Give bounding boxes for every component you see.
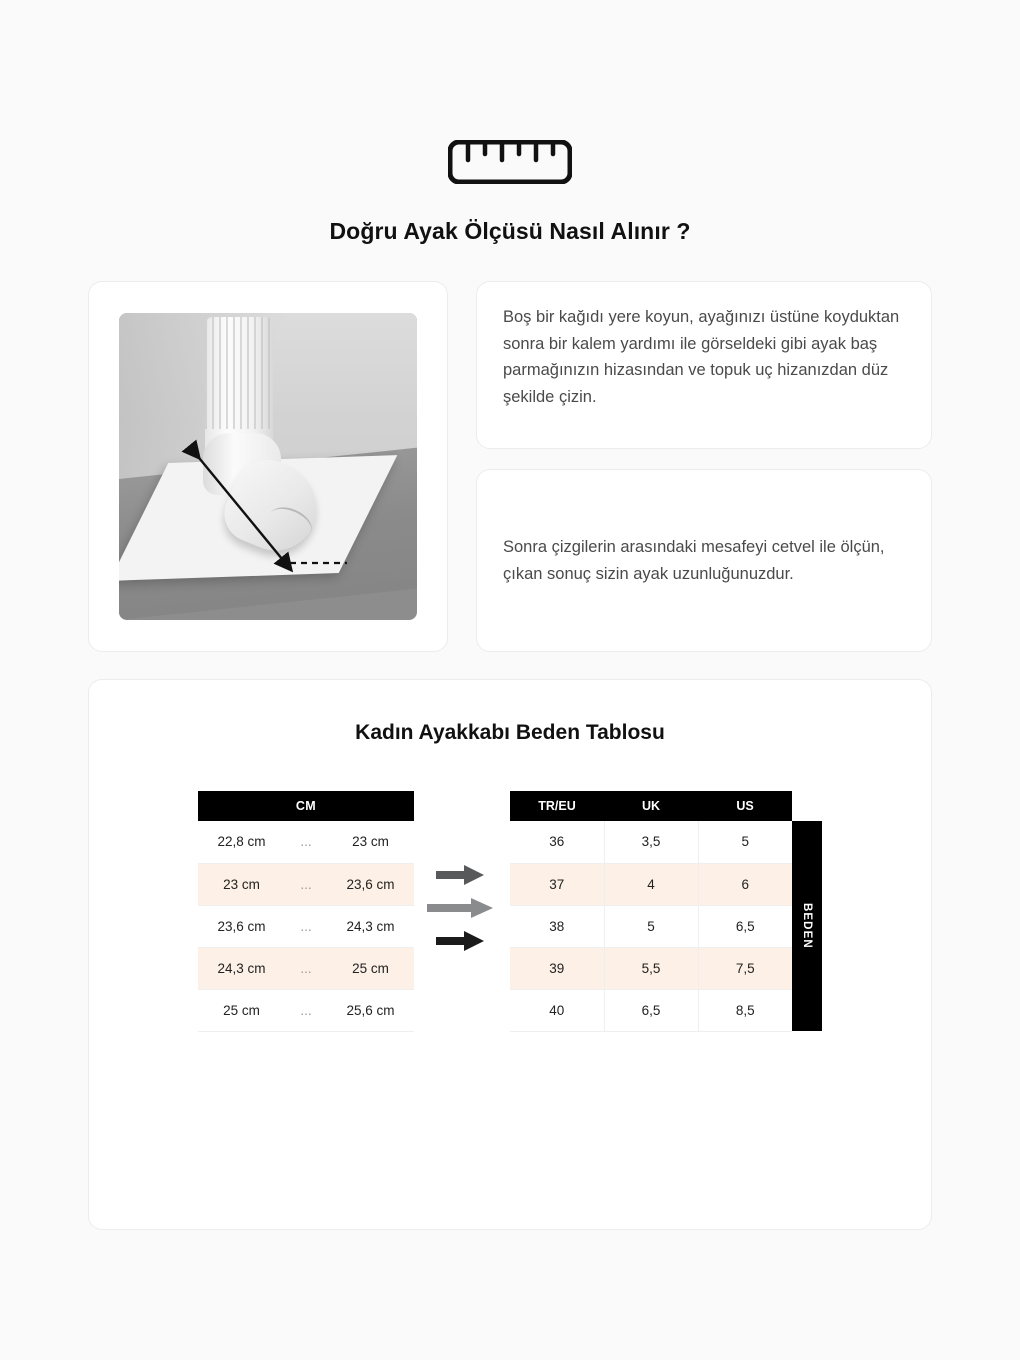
measurement-arrows-overlay xyxy=(119,313,417,620)
table-row xyxy=(510,905,792,947)
cm-low: 23,6 cm xyxy=(198,905,285,947)
cm-low: 25 cm xyxy=(198,989,285,1031)
photo-card xyxy=(88,281,448,652)
size-tr-eu: 39 xyxy=(510,947,604,989)
size-us: 8,5 xyxy=(698,989,792,1031)
table-row xyxy=(510,863,792,905)
size-tr-eu: 38 xyxy=(510,905,604,947)
size-uk: 6,5 xyxy=(604,989,698,1031)
cm-high: 25,6 cm xyxy=(327,989,414,1031)
arrow-right-icon xyxy=(436,865,488,885)
table-row xyxy=(198,947,414,989)
cm-low: 23 cm xyxy=(198,863,285,905)
size-table-header-us: US xyxy=(698,791,792,821)
size-uk: 3,5 xyxy=(604,821,698,863)
table-row xyxy=(198,989,414,1031)
instruction-text-column xyxy=(476,281,932,652)
table-row xyxy=(510,821,792,863)
size-us: 6,5 xyxy=(698,905,792,947)
cm-high: 23 cm xyxy=(327,821,414,863)
cm-high: 23,6 cm xyxy=(327,863,414,905)
cm-separator: ... xyxy=(285,989,327,1031)
size-uk: 4 xyxy=(604,863,698,905)
ruler-icon xyxy=(448,140,572,184)
cm-separator: ... xyxy=(285,905,327,947)
size-us: 5 xyxy=(698,821,792,863)
table-row xyxy=(510,989,792,1031)
arrow-right-icon xyxy=(436,931,488,951)
cm-high: 24,3 cm xyxy=(327,905,414,947)
beden-side-label-text: BEDEN xyxy=(801,903,813,949)
cm-high: 25 cm xyxy=(327,947,414,989)
instructions-section xyxy=(88,281,932,652)
size-tr-eu: 36 xyxy=(510,821,604,863)
table-row xyxy=(198,863,414,905)
size-tr-eu: 40 xyxy=(510,989,604,1031)
table-row xyxy=(198,905,414,947)
size-us: 6 xyxy=(698,863,792,905)
size-chart-tables xyxy=(89,791,931,1032)
beden-side-label xyxy=(792,821,822,1031)
cm-separator: ... xyxy=(285,821,327,863)
size-chart-card xyxy=(88,679,932,1230)
arrow-right-icon xyxy=(427,898,497,918)
size-tr-eu: 37 xyxy=(510,863,604,905)
instruction-card-2 xyxy=(476,469,932,652)
size-us: 7,5 xyxy=(698,947,792,989)
conversion-arrows xyxy=(414,791,510,951)
cm-table xyxy=(198,791,414,1032)
cm-separator: ... xyxy=(285,863,327,905)
ruler-icon-wrapper xyxy=(0,140,1020,184)
instruction-card-2-text: Sonra çizgilerin arasındaki mesafeyi cetvel ile ölçün, çıkan sonuç sizin ayak uzunluğunuzdur. xyxy=(503,537,885,583)
page-title: Doğru Ayak Ölçüsü Nasıl Alınır ? xyxy=(329,218,691,244)
cm-low: 22,8 cm xyxy=(198,821,285,863)
size-table-header-tr-eu: TR/EU xyxy=(510,791,604,821)
foot-measurement-photo xyxy=(119,313,417,620)
size-uk: 5 xyxy=(604,905,698,947)
table-row xyxy=(510,947,792,989)
size-chart-title: Kadın Ayakkabı Beden Tablosu xyxy=(355,721,665,744)
cm-separator: ... xyxy=(285,947,327,989)
size-uk: 5,5 xyxy=(604,947,698,989)
size-table xyxy=(510,791,792,1032)
size-table-header-row xyxy=(510,791,792,821)
instruction-card-1: Boş bir kağıdı yere koyun, ayağınızı üstüne koyduktan sonra bir kalem yardımı ile görseldeki gibi ayak baş parmağınızın hizasından ve topuk uç hizanızdan düz şekilde çizin. xyxy=(476,281,932,449)
cm-low: 24,3 cm xyxy=(198,947,285,989)
cm-table-header: CM xyxy=(198,791,414,821)
cm-table-header-row xyxy=(198,791,414,821)
table-row xyxy=(198,821,414,863)
size-table-header-uk: UK xyxy=(604,791,698,821)
